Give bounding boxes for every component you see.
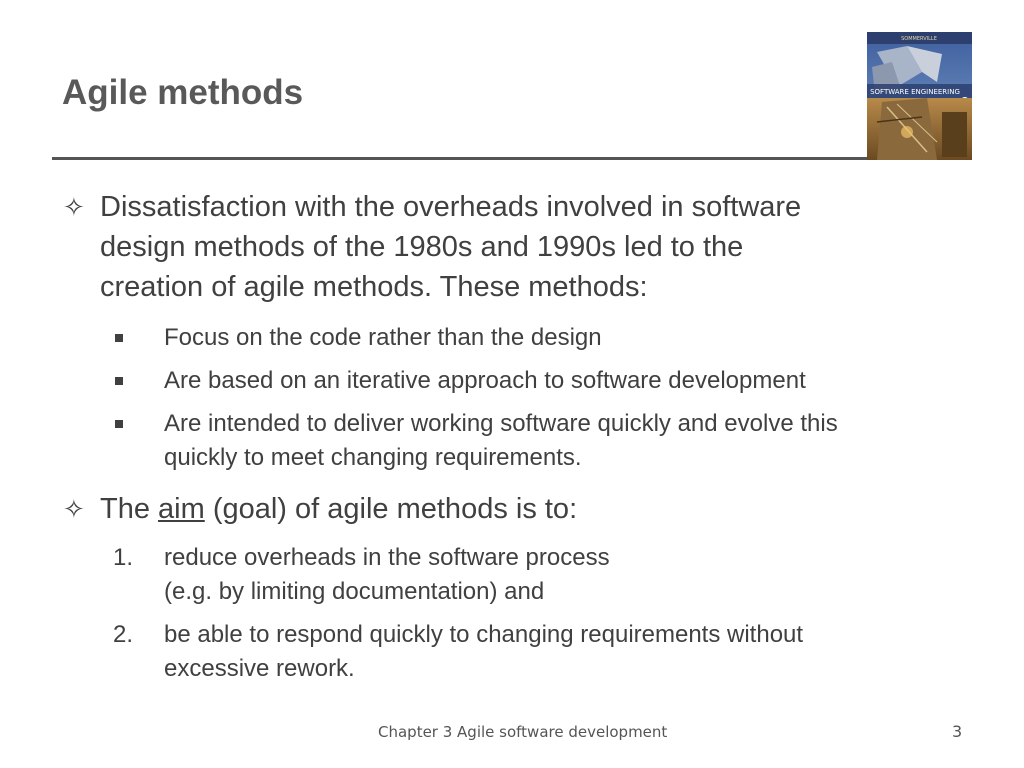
point-1-line-2: design methods of the 1980s and 1990s led to the [100, 231, 744, 263]
point-1-line-1: Dissatisfaction with the overheads involved in software [100, 191, 802, 223]
subpoint-1-3-line-1: Are intended to deliver working software quickly and evolve this [164, 410, 838, 437]
subpoint-1-2: Are based on an iterative approach to software development [164, 367, 806, 394]
subpoint-2-1-line-1: reduce overheads in the software process [164, 544, 610, 571]
point-2-underlined-word: aim [158, 493, 205, 525]
title-divider [52, 157, 868, 160]
diamond-bullet-icon: ✧ [63, 192, 85, 222]
footer-chapter-label: Chapter 3 Agile software development [378, 723, 668, 741]
subpoint-2-2-line-1: be able to respond quickly to changing requirements without [164, 621, 804, 648]
diamond-bullet-icon: ✧ [63, 494, 85, 524]
square-bullet-icon [115, 377, 123, 385]
page-number: 3 [952, 722, 963, 741]
slide-title: Agile methods [62, 73, 304, 112]
book-author: SOMMERVILLE [901, 36, 937, 42]
square-bullet-icon [115, 420, 123, 428]
book-cover-image [867, 32, 972, 160]
list-number: 1. [113, 544, 134, 571]
point-1-line-3: creation of agile methods. These methods: [100, 271, 648, 303]
subpoint-2-1-line-2: (e.g. by limiting documentation) and [164, 578, 545, 605]
point-2-text-before: The [100, 493, 159, 525]
square-bullet-icon [115, 334, 123, 342]
list-number: 2. [113, 621, 134, 648]
point-2-text-after: (goal) of agile methods is to: [204, 493, 578, 525]
point-2-line-1 [100, 489, 950, 529]
subpoint-1-3-line-2: quickly to meet changing requirements. [164, 444, 582, 471]
subpoint-2-2-line-2: excessive rework. [164, 655, 355, 682]
subpoint-1-1: Focus on the code rather than the design [164, 324, 602, 351]
book-title: SOFTWARE ENGINEERING [870, 88, 960, 96]
